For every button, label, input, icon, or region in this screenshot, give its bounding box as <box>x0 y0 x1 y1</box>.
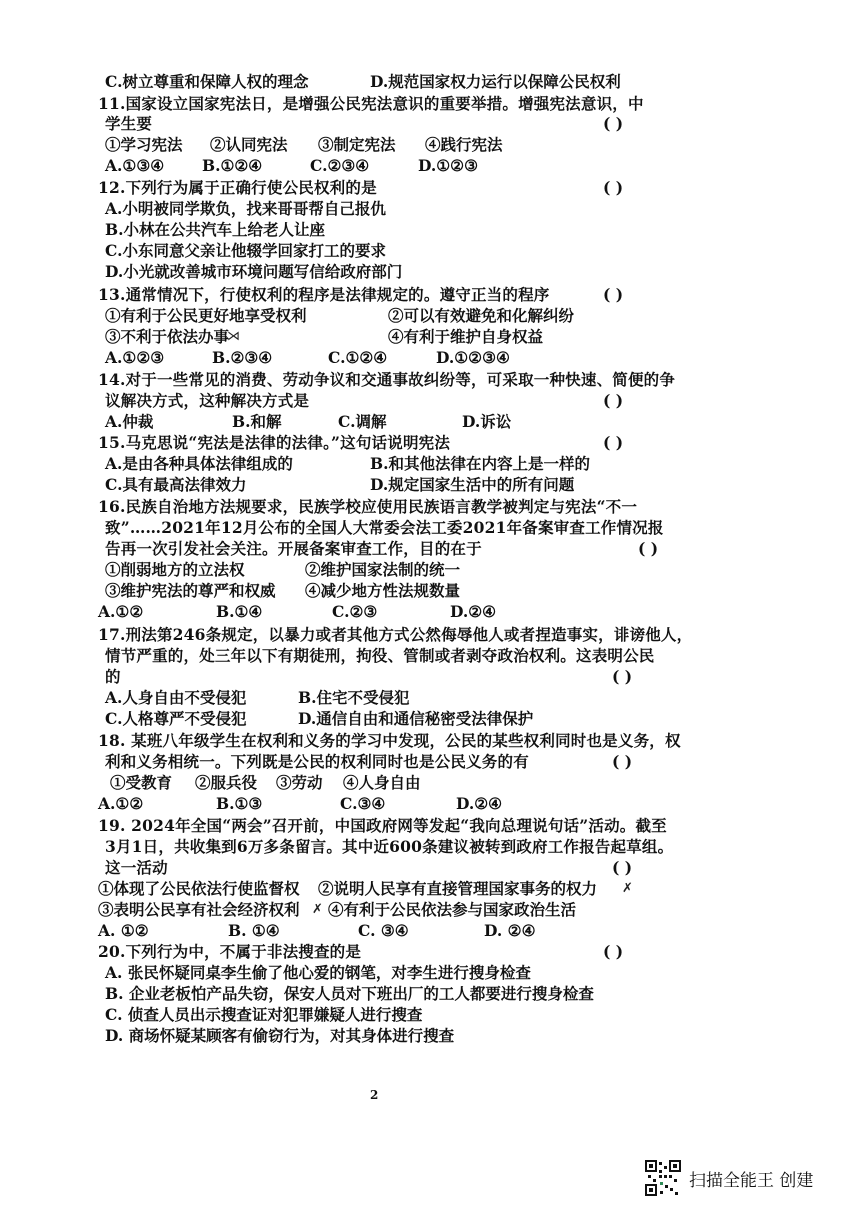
q18-statement-2: ②服兵役 <box>195 773 258 792</box>
q15-option-c: C.具有最高法律效力 <box>105 475 247 494</box>
q13-statement-4: ④有利于维护自身权益 <box>388 327 544 346</box>
q20-option-d: D. 商场怀疑某顾客有偷窃行为，对其身体进行搜查 <box>105 1026 455 1045</box>
q15-answer-blank: ( ) <box>603 433 624 452</box>
q13-choice-b: B.②③④ <box>212 348 273 367</box>
q10-option-d: D.规范国家权力运行以保障公民权利 <box>370 72 621 91</box>
q20-option-a: A. 张民怀疑同桌李生偷了他心爱的钢笔，对李生进行搜身检查 <box>105 963 531 982</box>
q11-choice-c: C.②③④ <box>310 156 370 175</box>
q16-choice-d: D.②④ <box>450 602 497 621</box>
q19-statement-2: ②说明人民享有直接管理国家事务的权力 <box>318 879 598 898</box>
q20-option-b: B. 企业老板怕产品失窃，保安人员对下班出厂的工人都要进行搜身检查 <box>105 984 594 1003</box>
q11-choice-b: B.①②④ <box>202 156 263 175</box>
q14-stem-line2: 议解决方式，这种解决方式是 <box>105 391 310 410</box>
q16-answer-blank: ( ) <box>638 539 659 558</box>
q16-statement-1: ①削弱地方的立法权 <box>105 560 245 579</box>
q14-choice-b: B.和解 <box>232 412 282 431</box>
page-number: 2 <box>370 1088 379 1102</box>
q15-option-b: B.和其他法律在内容上是一样的 <box>370 454 590 473</box>
handwritten-cross-mark: ✗ <box>312 902 323 917</box>
q19-choice-a: A. ①② <box>98 921 149 940</box>
q18-choice-a: A.①② <box>98 794 144 813</box>
q16-statement-3: ③维护宪法的尊严和权威 <box>105 581 276 600</box>
handwritten-cross-mark: ⋊ <box>227 329 240 344</box>
scanner-label: 扫描全能王 创建 <box>689 1170 814 1191</box>
q17-stem-line2: 情节严重的，处三年以下有期徒刑，拘役、管制或者剥夺政治权利。这表明公民 <box>105 646 655 665</box>
q17-option-c: C.人格尊严不受侵犯 <box>105 709 247 728</box>
q16-stem-line1: 16.民族自治地方法规要求，民族学校应使用民族语言教学被判定与宪法“不一 <box>98 497 638 516</box>
q19-choice-c: C. ③④ <box>358 921 409 940</box>
q18-answer-blank: ( ) <box>612 752 633 771</box>
q14-choice-d: D.诉讼 <box>462 412 512 431</box>
q18-statement-3: ③劳动 <box>276 773 323 792</box>
q18-choice-b: B.①③ <box>216 794 263 813</box>
q16-statement-4: ④减少地方性法规数量 <box>305 581 461 600</box>
q15-option-d: D.规定国家生活中的所有问题 <box>370 475 575 494</box>
q12-option-c: C.小东同意父亲让他辍学回家打工的要求 <box>105 241 386 260</box>
q16-statement-2: ②维护国家法制的统一 <box>305 560 461 579</box>
q20-stem: 20.下列行为中，不属于非法搜查的是 <box>98 942 362 961</box>
q16-choice-c: C.②③ <box>332 602 378 621</box>
q13-statement-3: ③不利于依法办事 <box>105 327 230 346</box>
q19-choice-b: B. ①④ <box>228 921 280 940</box>
q13-choice-d: D.①②③④ <box>436 348 510 367</box>
q19-answer-blank: ( ) <box>612 858 633 877</box>
q11-stem-line1: 11.国家设立国家宪法日，是增强公民宪法意识的重要举措。增强宪法意识，中 <box>98 94 644 113</box>
q14-stem-line1: 14.对于一些常见的消费、劳动争议和交通事故纠纷等，可采取一种快速、简便的争 <box>98 370 676 389</box>
scanner-watermark <box>645 1160 813 1196</box>
q19-stem-line3: 这一活动 <box>105 858 168 877</box>
q13-answer-blank: ( ) <box>603 285 624 304</box>
q11-answer-blank: ( ) <box>603 114 624 133</box>
q20-option-c: C. 侦查人员出示搜查证对犯罪嫌疑人进行搜查 <box>105 1005 423 1024</box>
q18-choice-c: C.③④ <box>340 794 386 813</box>
q17-stem-line1: 17.刑法第246条规定，以暴力或者其他方式公然侮辱他人或者捏造事实，诽谤他人， <box>98 625 693 644</box>
q13-choice-a: A.①②③ <box>105 348 165 367</box>
q12-option-b: B.小林在公共汽车上给老人让座 <box>105 220 325 239</box>
q19-statement-1: ①体现了公民依法行使监督权 <box>98 879 300 898</box>
q12-stem: 12.下列行为属于正确行使公民权利的是 <box>98 178 377 197</box>
q17-option-d: D.通信自由和通信秘密受法律保护 <box>298 709 534 728</box>
q15-option-a: A.是由各种具体法律组成的 <box>105 454 293 473</box>
q16-stem-line3: 告再一次引发社会关注。开展备案审查工作，目的在于 <box>105 539 482 558</box>
q14-answer-blank: ( ) <box>603 391 624 410</box>
q11-stem-line2: 学生要 <box>105 114 153 133</box>
q17-option-a: A.人身自由不受侵犯 <box>105 688 247 707</box>
q11-statement-4: ④践行宪法 <box>425 135 503 154</box>
q12-option-d: D.小光就改善城市环境问题写信给政府部门 <box>105 262 403 281</box>
q18-stem-line2: 利和义务相统一。下列既是公民的权利同时也是公民义务的有 <box>105 752 529 771</box>
q14-choice-a: A.仲裁 <box>105 412 154 431</box>
handwritten-cross-mark: ✗ <box>622 881 633 896</box>
q19-choice-d: D. ②④ <box>484 921 536 940</box>
q13-stem: 13.通常情况下，行使权利的程序是法律规定的。遵守正当的程序 <box>98 285 550 304</box>
q17-answer-blank: ( ) <box>612 667 633 686</box>
q16-stem-line2: 致”……2021年12月公布的全国人大常委会法工委2021年备案审查工作情况报 <box>105 518 664 537</box>
q19-statement-4: ④有利于公民依法参与国家政治生活 <box>328 900 577 919</box>
q18-statement-1: ①受教育 <box>110 773 173 792</box>
q16-choice-a: A.①② <box>98 602 144 621</box>
q13-statement-2: ②可以有效避免和化解纠纷 <box>388 306 575 325</box>
q19-statement-3: ③表明公民享有社会经济权利 <box>98 900 300 919</box>
q12-option-a: A.小明被同学欺负，找来哥哥帮自己报仇 <box>105 199 386 218</box>
q13-statement-1: ①有利于公民更好地享受权利 <box>105 306 307 325</box>
q11-choice-d: D.①②③ <box>418 156 478 175</box>
q16-choice-b: B.①④ <box>216 602 263 621</box>
q15-stem: 15.马克思说“宪法是法律的法律。”这句话说明宪法 <box>98 433 451 452</box>
q17-stem-line3: 的 <box>105 667 121 686</box>
q11-statement-3: ③制定宪法 <box>318 135 396 154</box>
q12-answer-blank: ( ) <box>603 178 624 197</box>
q18-choice-d: D.②④ <box>456 794 503 813</box>
q19-stem-line2: 3月1日，共收集到6万多条留言。其中近600条建议被转到政府工作报告起草组。 <box>105 837 674 856</box>
q10-option-c: C.树立尊重和保障人权的理念 <box>105 72 309 91</box>
q19-stem-line1: 19. 2024年全国“两会”召开前，中国政府网等发起“我向总理说句话”活动。截至 <box>98 816 667 835</box>
q11-statement-1: ①学习宪法 <box>105 135 183 154</box>
qr-code-icon <box>645 1160 681 1196</box>
q11-choice-a: A.①③④ <box>105 156 165 175</box>
q18-statement-4: ④人身自由 <box>343 773 421 792</box>
q17-option-b: B.住宅不受侵犯 <box>298 688 410 707</box>
q18-stem-line1: 18. 某班八年级学生在权利和义务的学习中发现，公民的某些权利同时也是义务，权 <box>98 731 681 750</box>
q13-choice-c: C.①②④ <box>328 348 388 367</box>
q20-answer-blank: ( ) <box>603 942 624 961</box>
q11-statement-2: ②认同宪法 <box>210 135 288 154</box>
q14-choice-c: C.调解 <box>338 412 387 431</box>
